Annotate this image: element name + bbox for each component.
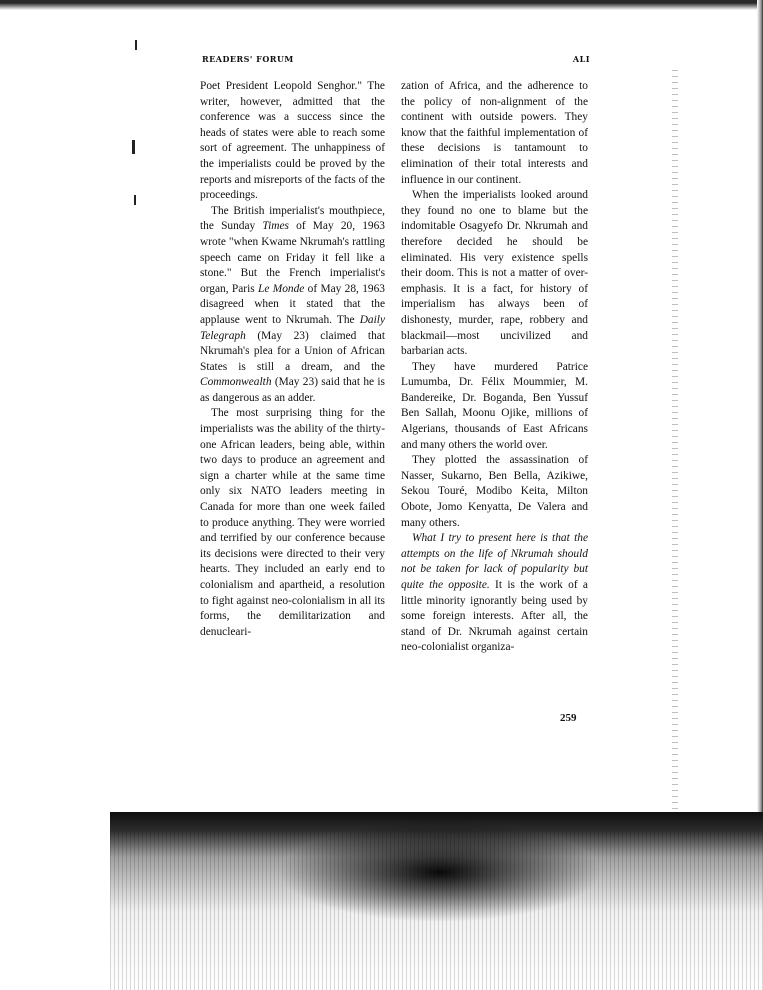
paragraph: The most surprising thing for the imperialists was the ability of the thirty-one African leaders, being able, within two days to produce an agreement and sign a charter while at the same time only six NATO leaders meeting in Canada for more than one week failed to produce anything. They were worried and terrified by our conference because its decisions were directed to their very hearts. They included an early end to colonialism and apartheid, a resolution to fight against neo-colonialism in all its forms, the demilitarization and denucleari- <box>200 407 385 638</box>
paragraph: When the imperialists looked around they found no one to blame but the indomitable Osagyefo Dr. Nkrumah and therefore decided he should be eliminated. His very existence spells their doom. This is not a matter of over-emphasis. It is a fact, for history of imperialism has always been of dishonesty, murder, rape, robbery and blackmail—most uncivilized and barbarian acts. <box>401 189 588 358</box>
paragraph: Poet President Leopold Senghor." The writer, however, admitted that the conference was a success since the heads of states were able to reach some sort of agreement. The unhappiness of the imperialists could be proved by the reports and misreports of the facts of the proceedings. <box>200 80 385 202</box>
scan-mark <box>135 40 137 50</box>
running-header <box>202 54 590 68</box>
paragraph-italic-lead <box>401 531 588 656</box>
scan-mark <box>134 195 136 205</box>
paragraph-text: What I try to present here is that the attempts on the life of Nkrumah should not be taken for lack of popularity but quite the opposite. It is the work of a little minority ignorantly being used by some foreign interests. After all, the stand of Dr. Nkrumah against certain neo-colonialist organiza- <box>401 532 588 654</box>
paragraph-text: The British imperialist's mouthpiece, the Sunday Times of May 20, 1963 wrote "when Kwame Nkrumah's rattling speech came on Friday it fell like a stone." But the French imperialist's organ, Paris Le Monde of May 28, 1963 disagreed when it stated that the applause went to Nkrumah. The Daily Telegraph (May 23) claimed that Nkrumah's plea for a Union of African States is still a dream, and the Commonwealth (May 23) said that he is as dangerous as an adder. <box>200 204 385 404</box>
page-number: 259 <box>560 712 577 724</box>
paragraph <box>200 204 385 407</box>
paragraph: zation of Africa, and the adherence to the policy of non-alignment of the continent with outside powers. They know that the faithful implementation of these decisions is tantamount to elimination of their total interests and influence in our continent. <box>401 80 588 186</box>
right-column <box>401 79 588 656</box>
scan-top-edge <box>0 0 763 10</box>
left-column <box>200 79 385 640</box>
paragraph: They have murdered Patrice Lumumba, Dr. Félix Moummier, M. Bandereike, Dr. Boganda, Ben Yussuf Ben Sallah, Moonu Ojike, millions of Algerians, thousands of East Africans and many others the world over. <box>401 360 588 451</box>
scan-bottom-noise <box>110 830 763 990</box>
paragraph: They plotted the assassination of Nasser, Sukarno, Ben Bella, Azikiwe, Sekou Touré, Modibo Keita, Milton Obote, Jomo Kenyatta, De Valera and many others. <box>401 454 588 529</box>
scan-right-edge <box>757 0 763 820</box>
scan-noise <box>672 70 678 810</box>
scan-mark <box>132 140 135 154</box>
header-section-title: READERS' FORUM <box>202 54 294 64</box>
header-author: ALI <box>572 54 590 64</box>
